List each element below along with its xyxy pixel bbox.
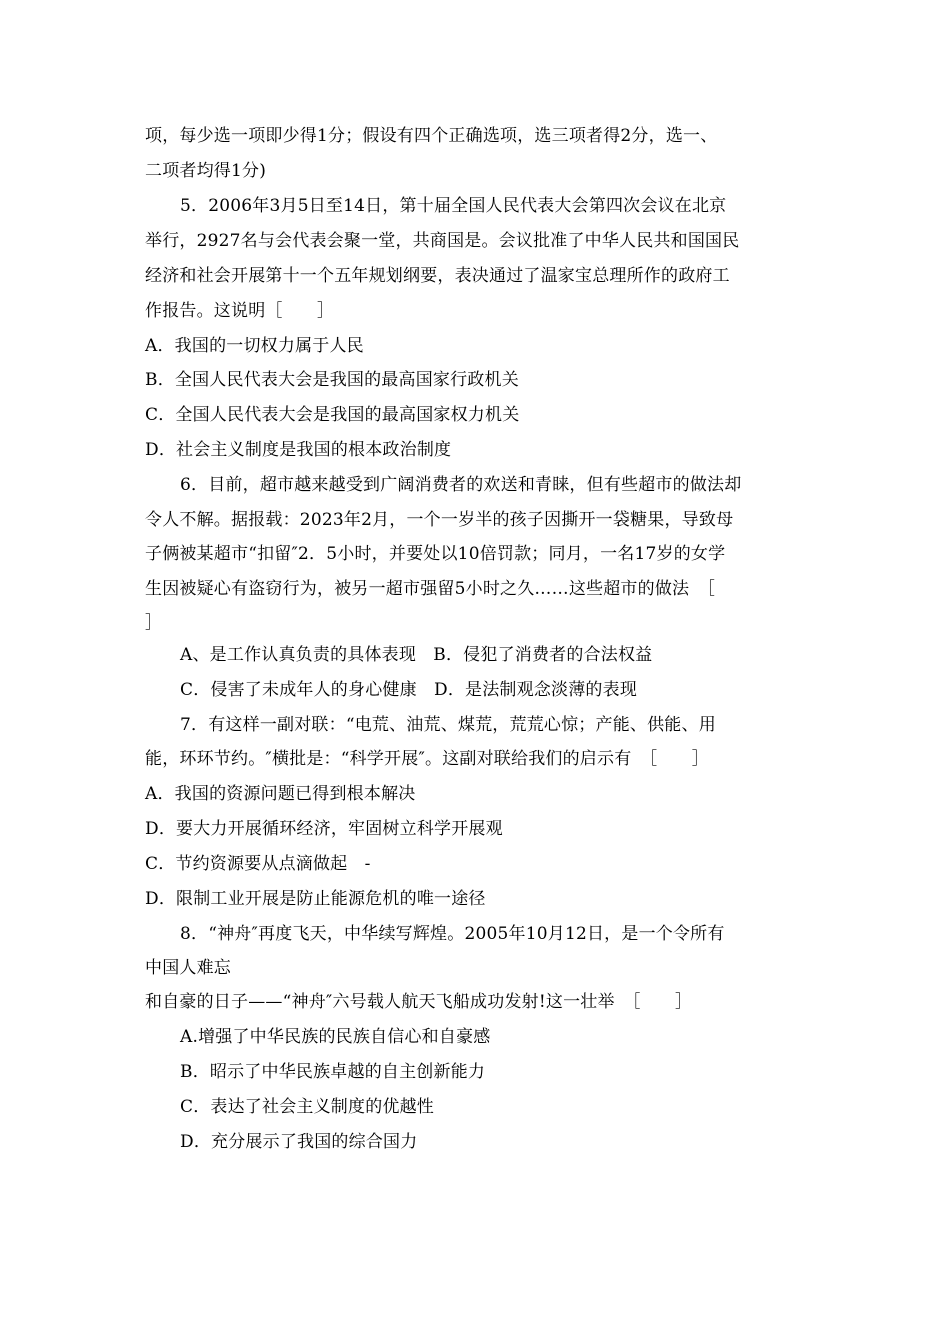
option-d: D．要大力开展循环经济，牢固树立科学开展观 — [145, 819, 503, 839]
option-c: C．全国人民代表大会是我国的最高国家权力机关 — [145, 405, 520, 425]
intro-line: 二项者均得1分) — [145, 161, 267, 181]
option-a-b: A、是工作认真负责的具体表现 B．侵犯了消费者的合法权益 — [180, 645, 653, 665]
option-d: D．充分展示了我国的综合国力 — [180, 1132, 418, 1152]
option-c: C．表达了社会主义制度的优越性 — [180, 1097, 435, 1117]
question-text: 7．有这样一副对联：“电荒、油荒、煤荒，荒荒心惊；产能、供能、用 — [180, 715, 716, 735]
question-text: 生因被疑心有盗窃行为，被另一超市强留5小时之久……这些超市的做法 ［ — [145, 579, 716, 599]
question-text: 子俩被某超市“扣留″2．5小时，并要处以10倍罚款；同月，一名17岁的女学 — [145, 544, 726, 564]
question-text: 举行，2927名与会代表会聚一堂，共商国是。会议批准了中华人民共和国国民 — [145, 231, 740, 251]
option-b: B．全国人民代表大会是我国的最高国家行政机关 — [145, 370, 519, 390]
question-text: 8．“神舟″再度飞天，中华续写辉煌。2005年10月12日，是一个令所有 — [180, 924, 725, 944]
option-d: D．限制工业开展是防止能源危机的唯一途径 — [145, 889, 486, 909]
option-a: A．我国的一切权力属于人民 — [145, 336, 364, 356]
question-text: 作报告。这说明［ ］ — [145, 301, 335, 321]
option-d: D．社会主义制度是我国的根本政治制度 — [145, 440, 452, 460]
option-a: A．我国的资源问题已得到根本解决 — [145, 784, 416, 804]
question-text: 能，环环节约。″横批是：“科学开展″。这副对联给我们的启示有 ［ ］ — [145, 749, 709, 769]
question-text: 和自豪的日子——“神舟″六号载人航天飞船成功发射!这一壮举 ［ ］ — [145, 992, 693, 1012]
option-c: C．节约资源要从点滴做起 - — [145, 854, 371, 874]
option-a: A.增强了中华民族的民族自信心和自豪感 — [180, 1027, 491, 1047]
question-text: 经济和社会开展第十一个五年规划纲要，表决通过了温家宝总理所作的政府工 — [145, 266, 730, 286]
option-b: B．昭示了中华民族卓越的自主创新能力 — [180, 1062, 486, 1082]
question-text: 6．目前，超市越来越受到广阔消费者的欢送和青睐，但有些超市的做法却 — [180, 475, 742, 495]
option-c-d: C．侵害了未成年人的身心健康 D．是法制观念淡薄的表现 — [180, 680, 638, 700]
question-text: 5．2006年3月5日至14日，第十届全国人民代表大会第四次会议在北京 — [180, 196, 727, 216]
question-text: 令人不解。据报载：2023年2月，一个一岁半的孩子因撕开一袋糖果，导致母 — [145, 510, 734, 530]
intro-line: 项，每少选一项即少得1分；假设有四个正确选项，选三项者得2分，选一、 — [145, 126, 718, 146]
question-text: 中国人难忘 — [145, 958, 231, 978]
question-text: ］ — [145, 613, 163, 633]
